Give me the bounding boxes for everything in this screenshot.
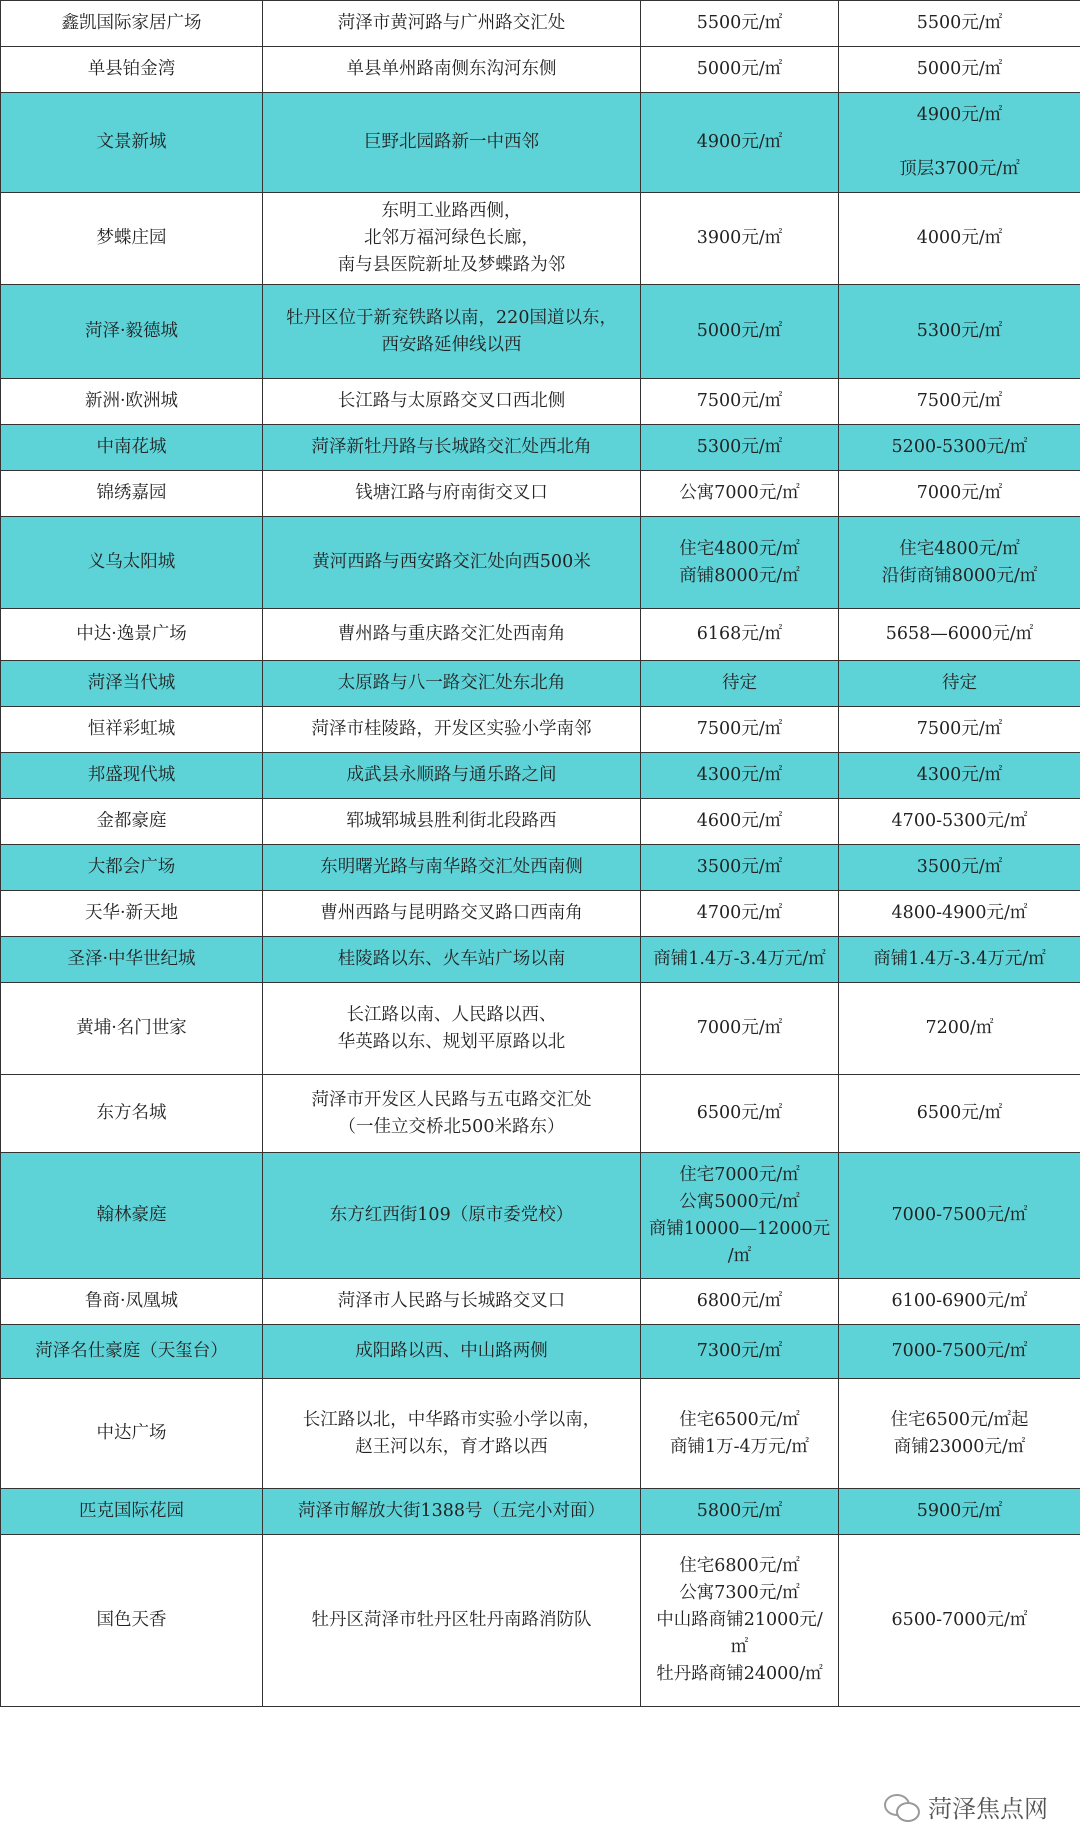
price-b-line: 7500元/㎡ bbox=[916, 719, 1003, 739]
project-name-cell: 天华·新天地 bbox=[1, 891, 263, 937]
location-line: 西安路延伸线以西 bbox=[381, 334, 522, 355]
price-b-cell bbox=[839, 845, 1080, 891]
wechat-watermark bbox=[884, 1789, 1048, 1824]
price-a-cell bbox=[641, 1535, 839, 1707]
project-name-cell: 梦蝶庄园 bbox=[1, 193, 263, 285]
price-a-line: 公寓7000元/㎡ bbox=[679, 483, 800, 503]
location-line: 东方红西街109（原市委党校） bbox=[329, 1205, 574, 1225]
price-b-cell bbox=[839, 753, 1080, 799]
price-b-line: 待定 bbox=[942, 673, 977, 693]
price-a-line: 3900元/㎡ bbox=[696, 228, 783, 248]
price-a-line: /㎡ bbox=[727, 1245, 752, 1266]
price-a-line: 7000元/㎡ bbox=[696, 1018, 783, 1038]
project-name-cell: 单县铂金湾 bbox=[1, 47, 263, 93]
table-row bbox=[1, 937, 1080, 983]
price-b-line: 7000元/㎡ bbox=[916, 483, 1003, 503]
location-cell bbox=[263, 47, 641, 93]
price-a-line: 中山路商铺21000元/ bbox=[656, 1610, 823, 1630]
location-cell bbox=[263, 609, 641, 661]
table-row bbox=[1, 753, 1080, 799]
location-cell bbox=[263, 845, 641, 891]
price-a-cell bbox=[641, 1379, 839, 1489]
price-b-cell bbox=[839, 937, 1080, 983]
project-name-cell: 义乌太阳城 bbox=[1, 517, 263, 609]
table-row bbox=[1, 471, 1080, 517]
location-cell bbox=[263, 983, 641, 1075]
table-row bbox=[1, 1153, 1080, 1279]
price-b-line: 商铺23000元/㎡ bbox=[893, 1436, 1026, 1457]
price-b-cell bbox=[839, 1325, 1080, 1379]
price-a-line: 商铺1.4万-3.4万元/㎡ bbox=[653, 949, 826, 969]
price-a-line: 4300元/㎡ bbox=[696, 765, 783, 785]
price-b-line: 7200/㎡ bbox=[925, 1018, 994, 1038]
price-b-line: 4300元/㎡ bbox=[916, 765, 1003, 785]
location-line: （一佳立交桥北500米路东） bbox=[338, 1116, 565, 1137]
price-a-line: 住宅6800元/㎡ bbox=[679, 1556, 800, 1576]
table-row bbox=[1, 609, 1080, 661]
price-a-cell bbox=[641, 517, 839, 609]
price-b-cell bbox=[839, 47, 1080, 93]
price-a-cell bbox=[641, 845, 839, 891]
table-row bbox=[1, 1, 1080, 47]
price-a-cell bbox=[641, 285, 839, 379]
price-b-line: 6500-7000元/㎡ bbox=[891, 1610, 1028, 1630]
table-row bbox=[1, 1489, 1080, 1535]
price-a-line: 住宅7000元/㎡ bbox=[679, 1164, 800, 1185]
project-name-cell: 菏泽当代城 bbox=[1, 661, 263, 707]
project-name-cell: 文景新城 bbox=[1, 93, 263, 193]
price-b-line: 顶层3700元/㎡ bbox=[899, 159, 1020, 179]
table-row bbox=[1, 517, 1080, 609]
price-a-line: ㎡ bbox=[730, 1637, 749, 1657]
location-line: 桂陵路以东、火车站广场以南 bbox=[337, 949, 566, 969]
price-b-cell bbox=[839, 661, 1080, 707]
price-b-line: 7000-7500元/㎡ bbox=[891, 1341, 1028, 1361]
price-a-line: 住宅4800元/㎡ bbox=[679, 538, 800, 559]
price-a-line: 6168元/㎡ bbox=[696, 624, 783, 644]
location-line: 北邻万福河绿色长廊， bbox=[364, 228, 539, 248]
project-name-cell: 匹克国际花园 bbox=[1, 1489, 263, 1535]
price-a-line: 4700元/㎡ bbox=[696, 903, 783, 923]
location-cell bbox=[263, 425, 641, 471]
location-cell bbox=[263, 1379, 641, 1489]
price-a-line: 5500元/㎡ bbox=[696, 13, 783, 33]
price-a-line: 住宅6500元/㎡ bbox=[679, 1409, 800, 1430]
wechat-icon bbox=[884, 1794, 918, 1820]
table-row bbox=[1, 285, 1080, 379]
price-b-cell bbox=[839, 1489, 1080, 1535]
location-cell bbox=[263, 285, 641, 379]
location-cell bbox=[263, 937, 641, 983]
price-b-line: 4900元/㎡ bbox=[916, 105, 1003, 125]
price-b-cell bbox=[839, 983, 1080, 1075]
location-line: 单县单州路南侧东沟河东侧 bbox=[346, 59, 557, 79]
location-line: 黄河西路与西安路交汇处向西500米 bbox=[312, 552, 591, 572]
price-b-line: 7500元/㎡ bbox=[916, 391, 1003, 411]
price-b-cell bbox=[839, 1379, 1080, 1489]
table-row bbox=[1, 1075, 1080, 1153]
location-line: 菏泽市桂陵路，开发区实验小学南邻 bbox=[311, 719, 592, 739]
price-b-line: 3500元/㎡ bbox=[916, 857, 1003, 877]
location-line: 长江路以北，中华路市实验小学以南， bbox=[302, 1409, 601, 1430]
price-b-line: 5500元/㎡ bbox=[916, 13, 1003, 33]
location-cell bbox=[263, 1325, 641, 1379]
location-cell bbox=[263, 1, 641, 47]
location-line: 钱塘江路与府南街交叉口 bbox=[355, 483, 548, 503]
project-name-cell: 东方名城 bbox=[1, 1075, 263, 1153]
price-a-cell bbox=[641, 1, 839, 47]
location-line: 曹州西路与昆明路交叉路口西南角 bbox=[320, 903, 583, 923]
price-b-cell bbox=[839, 799, 1080, 845]
price-a-cell bbox=[641, 1279, 839, 1325]
price-a-cell bbox=[641, 799, 839, 845]
project-name-cell: 恒祥彩虹城 bbox=[1, 707, 263, 753]
price-b-line: 4800-4900元/㎡ bbox=[891, 903, 1028, 923]
price-a-cell bbox=[641, 609, 839, 661]
price-b-line: 6500元/㎡ bbox=[916, 1103, 1003, 1123]
price-b-cell bbox=[839, 707, 1080, 753]
project-name-cell: 锦绣嘉园 bbox=[1, 471, 263, 517]
price-a-line: 待定 bbox=[722, 673, 757, 693]
location-line: 菏泽市人民路与长城路交叉口 bbox=[337, 1291, 566, 1311]
price-a-cell bbox=[641, 707, 839, 753]
table-row bbox=[1, 891, 1080, 937]
project-name-cell: 中达·逸景广场 bbox=[1, 609, 263, 661]
table-row bbox=[1, 1535, 1080, 1707]
price-a-line: 5000元/㎡ bbox=[696, 59, 783, 79]
table-row bbox=[1, 661, 1080, 707]
project-name-cell: 新洲·欧洲城 bbox=[1, 379, 263, 425]
price-a-cell bbox=[641, 937, 839, 983]
price-a-line: 5800元/㎡ bbox=[696, 1501, 783, 1521]
price-a-cell bbox=[641, 1325, 839, 1379]
price-a-line: 7300元/㎡ bbox=[696, 1341, 783, 1361]
location-cell bbox=[263, 1489, 641, 1535]
location-line: 成阳路以西、中山路两侧 bbox=[355, 1341, 548, 1361]
price-a-cell bbox=[641, 1075, 839, 1153]
table-row bbox=[1, 47, 1080, 93]
price-a-cell bbox=[641, 93, 839, 193]
table-row bbox=[1, 1279, 1080, 1325]
location-cell bbox=[263, 1153, 641, 1279]
price-a-cell bbox=[641, 661, 839, 707]
watermark-text: 菏泽焦点网 bbox=[928, 1795, 1048, 1823]
location-cell bbox=[263, 1075, 641, 1153]
location-line: 巨野北园路新一中西邻 bbox=[364, 132, 539, 152]
price-b-cell bbox=[839, 193, 1080, 285]
price-b-cell bbox=[839, 1153, 1080, 1279]
project-name-cell: 中南花城 bbox=[1, 425, 263, 471]
location-line: 东明工业路西侧， bbox=[381, 201, 522, 221]
price-a-line: 7500元/㎡ bbox=[696, 719, 783, 739]
table-row bbox=[1, 707, 1080, 753]
location-cell bbox=[263, 799, 641, 845]
project-name-cell: 菏泽·毅德城 bbox=[1, 285, 263, 379]
price-b-line: 商铺1.4万-3.4万元/㎡ bbox=[873, 949, 1046, 969]
project-name-cell: 菏泽名仕豪庭（天玺台） bbox=[1, 1325, 263, 1379]
table-row bbox=[1, 93, 1080, 193]
table-row bbox=[1, 425, 1080, 471]
price-b-line: 住宅4800元/㎡ bbox=[899, 538, 1020, 559]
location-line: 赵王河以东，育才路以西 bbox=[355, 1436, 548, 1457]
location-line: 成武县永顺路与通乐路之间 bbox=[346, 765, 557, 785]
price-b-cell bbox=[839, 1279, 1080, 1325]
price-a-cell bbox=[641, 471, 839, 517]
price-b-line: 5000元/㎡ bbox=[916, 59, 1003, 79]
project-name-cell: 鲁商·凤凰城 bbox=[1, 1279, 263, 1325]
location-line: 太原路与八一路交汇处东北角 bbox=[337, 673, 566, 693]
location-line: 牡丹区位于新兖铁路以南，220国道以东， bbox=[286, 307, 617, 328]
location-line: 华英路以东、规划平原路以北 bbox=[337, 1031, 566, 1052]
price-a-cell bbox=[641, 983, 839, 1075]
price-b-line: 5900元/㎡ bbox=[916, 1501, 1003, 1521]
price-b-cell bbox=[839, 1535, 1080, 1707]
table-row bbox=[1, 379, 1080, 425]
project-name-cell: 黄埔·名门世家 bbox=[1, 983, 263, 1075]
project-name-cell: 翰林豪庭 bbox=[1, 1153, 263, 1279]
project-name-cell: 鑫凯国际家居广场 bbox=[1, 1, 263, 47]
location-cell bbox=[263, 193, 641, 285]
price-b-cell bbox=[839, 891, 1080, 937]
price-b-line: 5658—6000元/㎡ bbox=[885, 624, 1034, 644]
price-b-line: 5200-5300元/㎡ bbox=[891, 437, 1028, 457]
location-line: 菏泽市解放大街1388号（五完小对面） bbox=[297, 1501, 606, 1521]
table-row bbox=[1, 799, 1080, 845]
location-line: 南与县医院新址及梦蝶路为邻 bbox=[337, 255, 566, 275]
location-cell bbox=[263, 1279, 641, 1325]
project-name-cell: 国色天香 bbox=[1, 1535, 263, 1707]
location-cell bbox=[263, 661, 641, 707]
location-line: 菏泽市开发区人民路与五屯路交汇处 bbox=[311, 1089, 592, 1110]
price-a-line: 6500元/㎡ bbox=[696, 1103, 783, 1123]
price-a-line: 6800元/㎡ bbox=[696, 1291, 783, 1311]
price-a-line: 商铺8000元/㎡ bbox=[679, 565, 800, 586]
location-cell bbox=[263, 753, 641, 799]
location-line: 长江路与太原路交叉口西北侧 bbox=[337, 391, 566, 411]
price-b-cell bbox=[839, 379, 1080, 425]
price-a-cell bbox=[641, 379, 839, 425]
price-b-cell bbox=[839, 517, 1080, 609]
location-line: 菏泽新牡丹路与长城路交汇处西北角 bbox=[311, 437, 592, 457]
price-b-cell bbox=[839, 425, 1080, 471]
price-b-cell bbox=[839, 285, 1080, 379]
price-b-cell bbox=[839, 471, 1080, 517]
table-row bbox=[1, 1379, 1080, 1489]
table-row bbox=[1, 845, 1080, 891]
price-b-line: 5300元/㎡ bbox=[916, 321, 1003, 341]
location-line: 郓城郓城县胜利街北段路西 bbox=[346, 811, 557, 831]
table-row bbox=[1, 983, 1080, 1075]
price-a-cell bbox=[641, 891, 839, 937]
price-b-cell bbox=[839, 609, 1080, 661]
price-b-line: 沿街商铺8000元/㎡ bbox=[881, 565, 1038, 586]
price-a-cell bbox=[641, 1489, 839, 1535]
price-a-cell bbox=[641, 1153, 839, 1279]
project-name-cell: 大都会广场 bbox=[1, 845, 263, 891]
location-cell bbox=[263, 707, 641, 753]
price-b-line: 4700-5300元/㎡ bbox=[891, 811, 1028, 831]
location-cell bbox=[263, 517, 641, 609]
location-line: 牡丹区菏泽市牡丹区牡丹南路消防队 bbox=[311, 1610, 592, 1630]
location-line: 长江路以南、人民路以西、 bbox=[346, 1004, 557, 1025]
price-a-line: 4900元/㎡ bbox=[696, 132, 783, 152]
price-b-line: 7000-7500元/㎡ bbox=[891, 1205, 1028, 1225]
price-b-cell bbox=[839, 1075, 1080, 1153]
project-name-cell: 中达广场 bbox=[1, 1379, 263, 1489]
price-a-line: 公寓5000元/㎡ bbox=[679, 1191, 800, 1212]
price-b-line: 住宅6500元/㎡起 bbox=[890, 1409, 1029, 1430]
price-a-line: 5300元/㎡ bbox=[696, 437, 783, 457]
price-a-line: 商铺1万-4万元/㎡ bbox=[669, 1436, 810, 1457]
project-name-cell: 金都豪庭 bbox=[1, 799, 263, 845]
project-name-cell: 圣泽·中华世纪城 bbox=[1, 937, 263, 983]
price-a-cell bbox=[641, 753, 839, 799]
location-cell bbox=[263, 93, 641, 193]
location-cell bbox=[263, 471, 641, 517]
price-b-line: 4000元/㎡ bbox=[916, 228, 1003, 248]
price-a-line: 商铺10000—12000元 bbox=[648, 1218, 831, 1239]
price-a-cell bbox=[641, 425, 839, 471]
price-b-cell bbox=[839, 93, 1080, 193]
price-a-cell bbox=[641, 47, 839, 93]
price-b-line: 6100-6900元/㎡ bbox=[891, 1291, 1028, 1311]
price-a-line: 牡丹路商铺24000/㎡ bbox=[656, 1664, 823, 1684]
price-a-line: 4600元/㎡ bbox=[696, 811, 783, 831]
price-a-line: 5000元/㎡ bbox=[696, 321, 783, 341]
table-row bbox=[1, 1325, 1080, 1379]
price-a-line: 7500元/㎡ bbox=[696, 391, 783, 411]
price-a-line: 公寓7300元/㎡ bbox=[679, 1583, 800, 1603]
location-cell bbox=[263, 891, 641, 937]
table-row bbox=[1, 193, 1080, 285]
location-line: 曹州路与重庆路交汇处西南角 bbox=[337, 624, 566, 644]
project-name-cell: 邦盛现代城 bbox=[1, 753, 263, 799]
location-line: 菏泽市黄河路与广州路交汇处 bbox=[337, 13, 566, 33]
price-b-cell bbox=[839, 1, 1080, 47]
location-cell bbox=[263, 1535, 641, 1707]
location-line: 东明曙光路与南华路交汇处西南侧 bbox=[320, 857, 583, 877]
location-cell bbox=[263, 379, 641, 425]
price-a-line: 3500元/㎡ bbox=[696, 857, 783, 877]
price-a-cell bbox=[641, 193, 839, 285]
price-b-line bbox=[843, 129, 1076, 156]
